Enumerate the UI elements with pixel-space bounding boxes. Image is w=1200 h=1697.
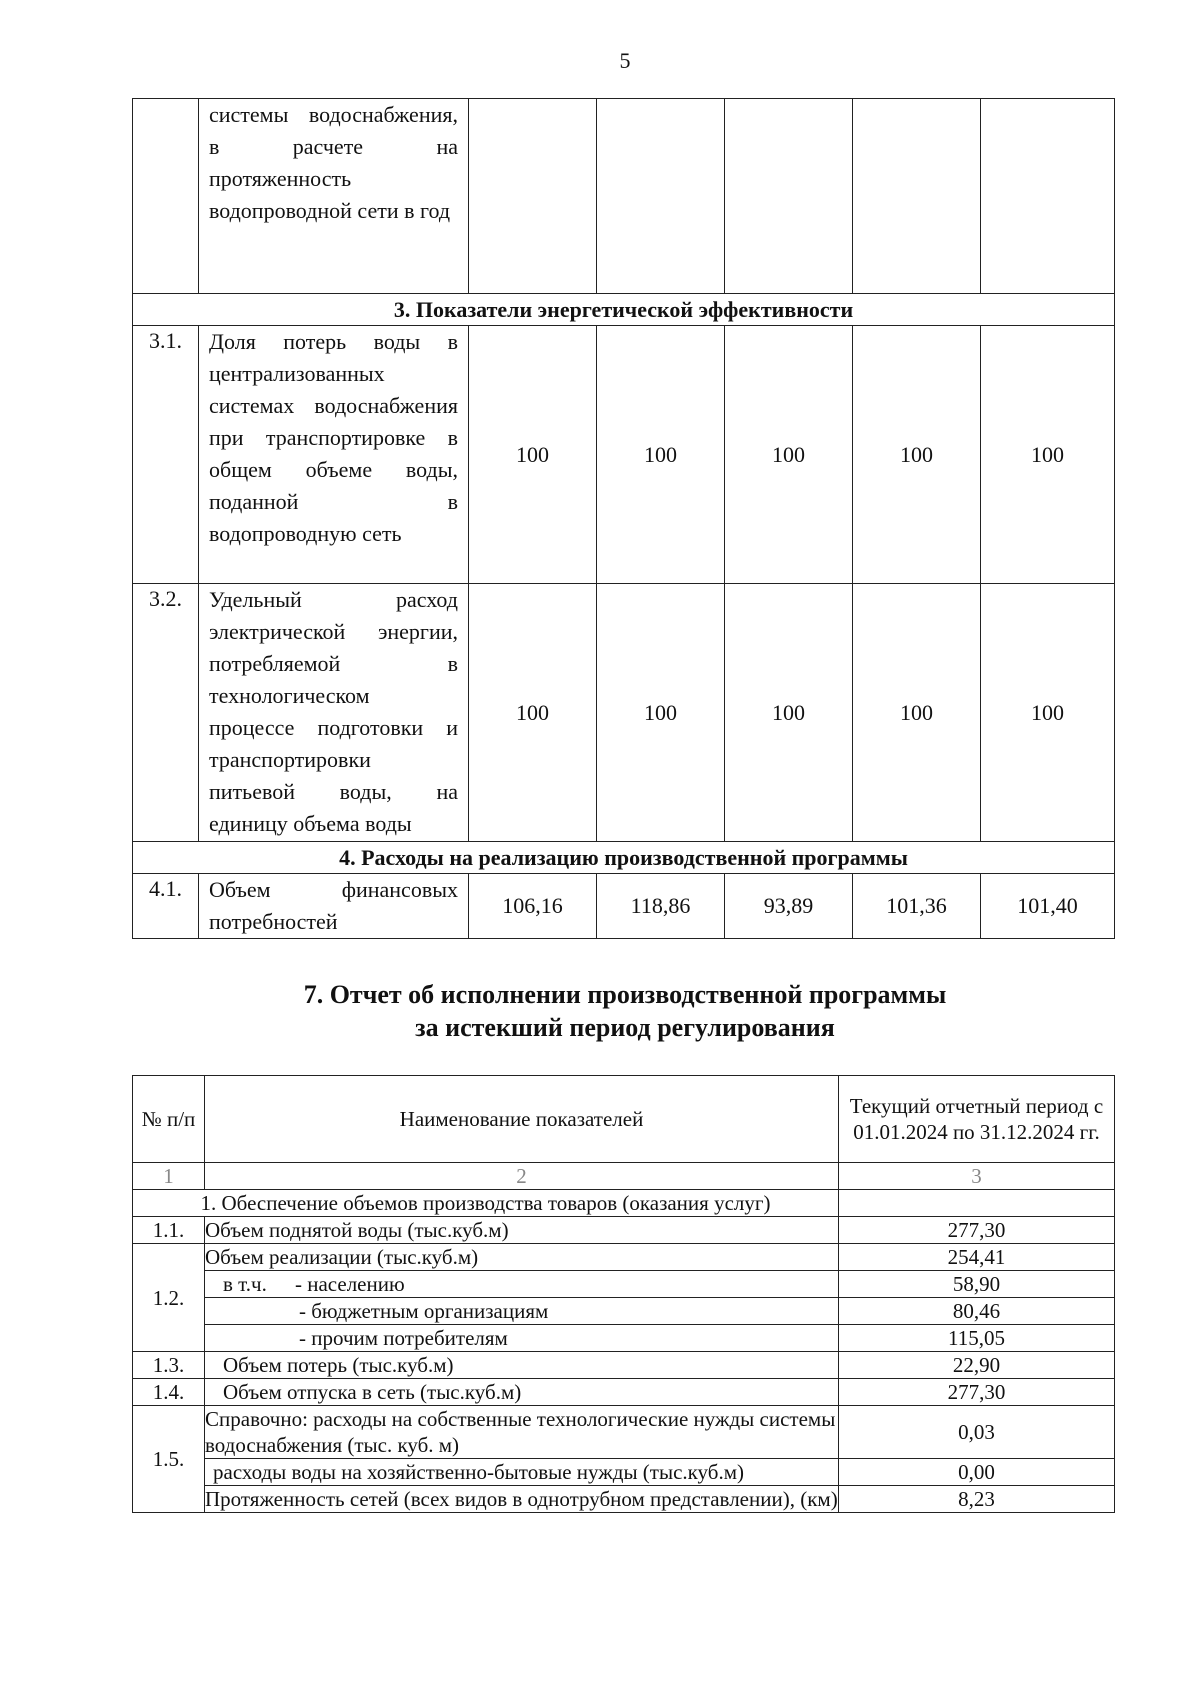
table-row <box>133 1298 1115 1325</box>
value-cell: 100 <box>725 326 853 584</box>
page-number: 5 <box>619 48 631 73</box>
indicator-name: Справочно: расходы на собственные технологические нужды системы водоснабжения (тыс. куб. м) <box>205 1406 839 1459</box>
indicators-table <box>132 98 1115 939</box>
value-cell: 22,90 <box>839 1352 1115 1379</box>
value-cell: 100 <box>725 584 853 842</box>
table-row <box>133 326 1115 584</box>
value-cell: 101,40 <box>981 874 1115 939</box>
indicator-name: - прочим потребителям <box>205 1325 839 1352</box>
indicator-name: Объем поднятой воды (тыс.куб.м) <box>205 1217 839 1244</box>
table-row <box>133 1352 1115 1379</box>
value-cell: 100 <box>853 584 981 842</box>
column-number: 2 <box>205 1163 839 1190</box>
section-title-line1: 7. Отчет об исполнении производственной программы <box>303 980 947 1009</box>
value-cell: 115,05 <box>839 1325 1115 1352</box>
table-row <box>133 1486 1115 1513</box>
table-row <box>133 1325 1115 1352</box>
header-number: № п/п <box>133 1076 205 1163</box>
value-cell: 254,41 <box>839 1244 1115 1271</box>
value-cell: 277,30 <box>839 1379 1115 1406</box>
section-row <box>133 842 1115 874</box>
row-number: 1.1. <box>133 1217 205 1244</box>
value-cell: 93,89 <box>725 874 853 939</box>
value-cell: 80,46 <box>839 1298 1115 1325</box>
value-cell: 100 <box>853 326 981 584</box>
header-name: Наименование показателей <box>205 1076 839 1163</box>
indicator-name: Объем потерь (тыс.куб.м) <box>205 1352 839 1379</box>
indicator-name: системы водоснабжения, в расчете на протяженность водопроводной сети в год <box>199 99 469 294</box>
indicator-name: Протяженность сетей (всех видов в однотрубном представлении), (км) <box>205 1487 838 1511</box>
row-number <box>133 99 199 294</box>
value-cell: 100 <box>597 584 725 842</box>
section-heading: 1. Обеспечение объемов производства товаров (оказания услуг) <box>133 1190 839 1217</box>
table-row <box>133 99 1115 294</box>
report-table <box>132 1075 1115 1513</box>
value-cell: 58,90 <box>839 1271 1115 1298</box>
value-cell: 8,23 <box>839 1486 1115 1513</box>
indicator-name: Объем отпуска в сеть (тыс.куб.м) <box>205 1379 839 1406</box>
value-cell: 277,30 <box>839 1217 1115 1244</box>
indicator-name: Объем финансовых потребностей <box>199 874 469 939</box>
indicator-name: Доля потерь воды в централизованных системах водоснабжения при транспортировке в общем объеме воды, поданной в водопроводную сеть <box>199 326 469 584</box>
column-number: 1 <box>133 1163 205 1190</box>
value-cell: 100 <box>981 584 1115 842</box>
row-number: 1.5. <box>133 1406 205 1513</box>
section-title <box>0 978 1200 1044</box>
section-heading: 3. Показатели энергетической эффективности <box>133 294 1115 326</box>
table-row <box>133 584 1115 842</box>
value-cell: 100 <box>469 584 597 842</box>
table-row <box>133 1271 1115 1298</box>
column-number: 3 <box>839 1163 1115 1190</box>
prefix-label: в т.ч. <box>223 1272 267 1296</box>
indicator-name: Объем реализации (тыс.куб.м) <box>205 1244 839 1271</box>
header-row <box>133 1076 1115 1163</box>
value-cell: 100 <box>597 326 725 584</box>
row-number: 1.2. <box>133 1244 205 1352</box>
indicator-name <box>205 1271 839 1298</box>
value-cell: 100 <box>981 326 1115 584</box>
header-period: Текущий отчетный период с 01.01.2024 по 31.12.2024 гг. <box>839 1076 1115 1163</box>
table-row <box>133 1217 1115 1244</box>
table-row <box>133 1244 1115 1271</box>
row-number: 3.1. <box>133 326 199 584</box>
value-cell: 0,03 <box>839 1406 1115 1459</box>
sub-label: - населению <box>295 1272 405 1296</box>
section-heading: 4. Расходы на реализацию производственной программы <box>133 842 1115 874</box>
row-number: 1.3. <box>133 1352 205 1379</box>
column-numbers-row <box>133 1163 1115 1190</box>
indicator-name: Удельный расход электрической энергии, потребляемой в технологическом процессе подготовки и транспортировки питьевой воды, на единицу объема воды <box>199 584 469 842</box>
value-cell: 0,00 <box>839 1459 1115 1486</box>
section-row <box>133 1190 1115 1217</box>
value-cell: 100 <box>469 326 597 584</box>
value-cell: 118,86 <box>597 874 725 939</box>
table-row <box>133 1406 1115 1459</box>
row-number: 1.4. <box>133 1379 205 1406</box>
table-row <box>133 874 1115 939</box>
section-row <box>133 294 1115 326</box>
table-row <box>133 1379 1115 1406</box>
section-title-line2: за истекший период регулирования <box>415 1013 835 1042</box>
table-row <box>133 1459 1115 1486</box>
value-cell: 106,16 <box>469 874 597 939</box>
indicator-name: - бюджетным организациям <box>205 1298 839 1325</box>
indicator-name: расходы воды на хозяйственно-бытовые нужды (тыс.куб.м) <box>205 1459 839 1486</box>
value-cell: 101,36 <box>853 874 981 939</box>
row-number: 4.1. <box>133 874 199 939</box>
row-number: 3.2. <box>133 584 199 842</box>
